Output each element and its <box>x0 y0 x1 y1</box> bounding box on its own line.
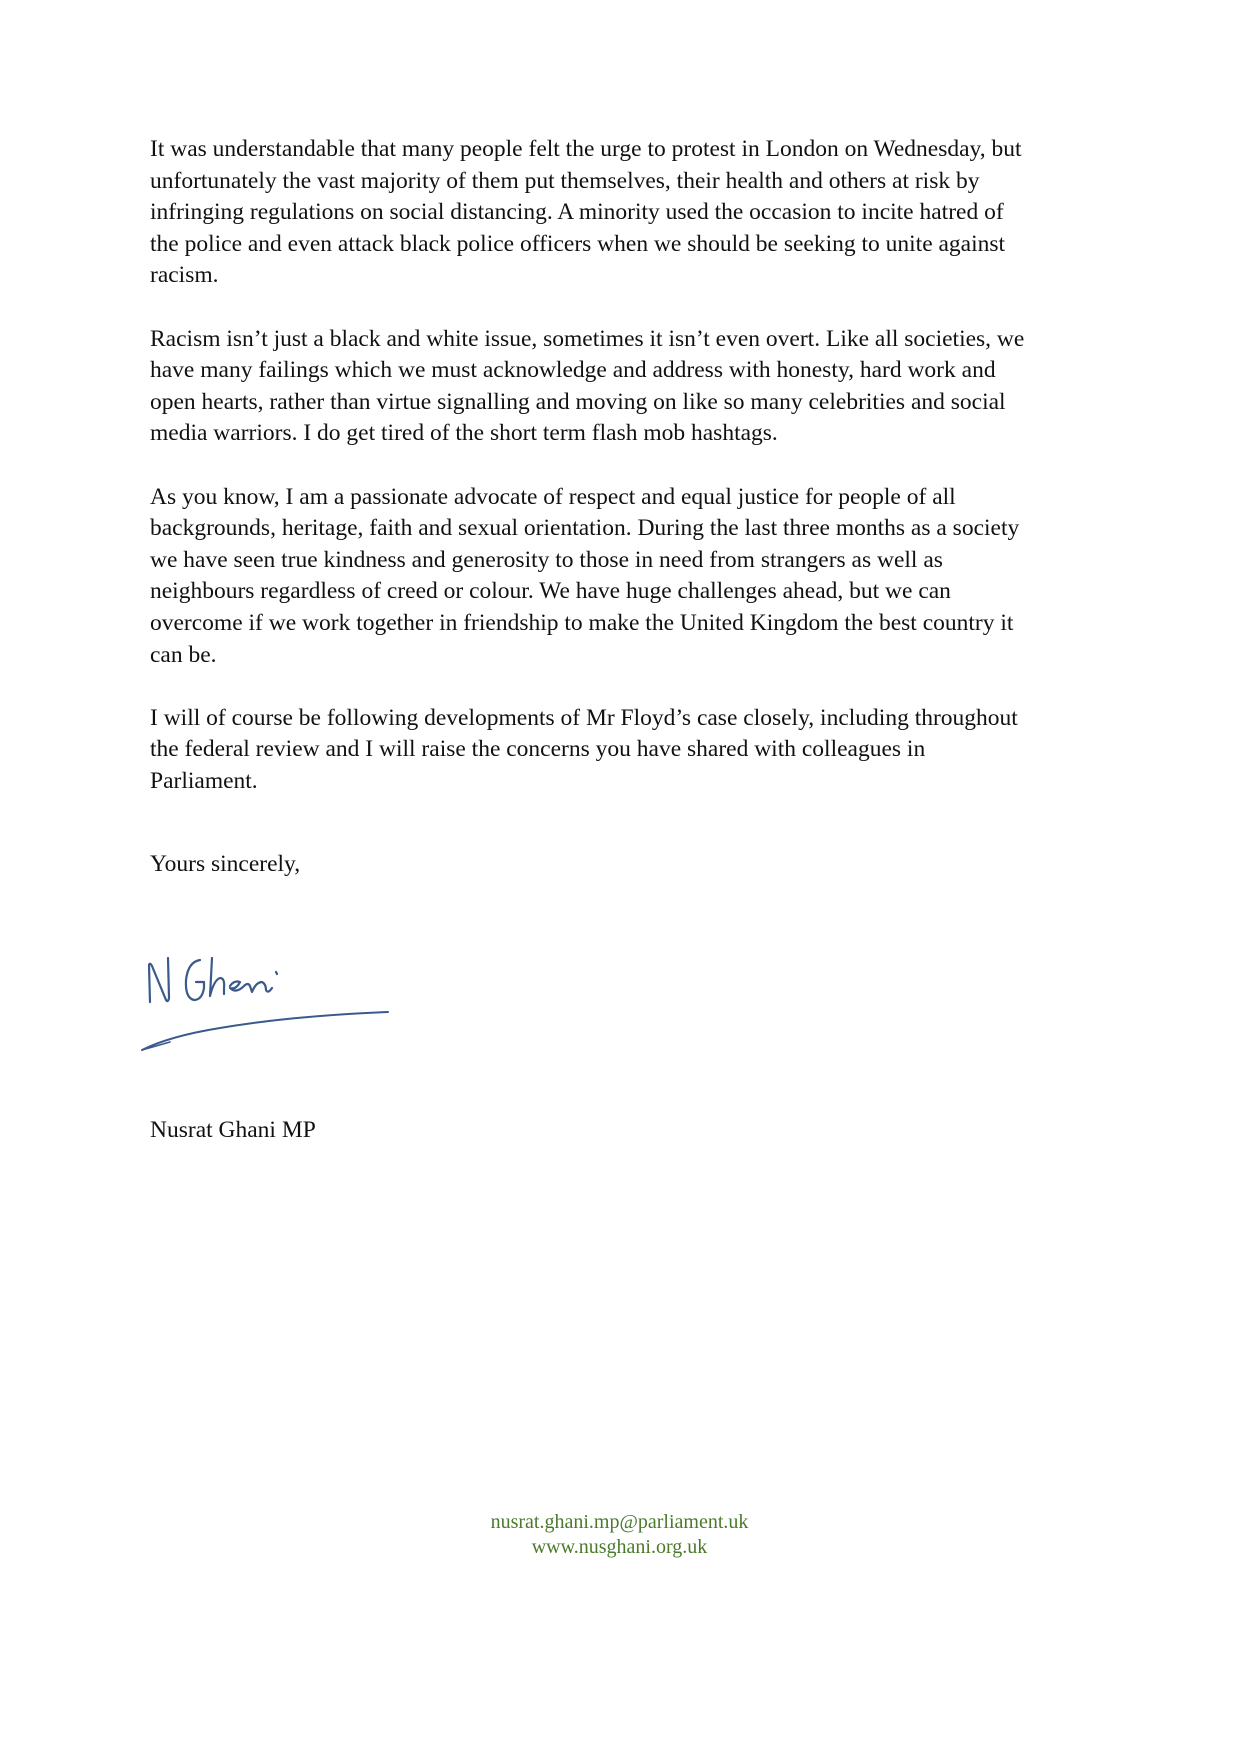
paragraph-line: I will of course be following developments of Mr Floyd’s case closely, including throughout <box>150 704 1018 731</box>
paragraph-line: open hearts, rather than virtue signalling and moving on like so many celebrities and social <box>150 388 1006 415</box>
closing-salutation: Yours sincerely, <box>150 851 301 877</box>
paragraph-line: infringing regulations on social distancing. A minority used the occasion to incite hatred of <box>150 199 1004 226</box>
paragraph-line: Racism isn’t just a black and white issue, sometimes it isn’t even overt. Like all societies, we <box>150 325 1025 352</box>
paragraph-protest <box>150 134 1090 292</box>
signature-stroke <box>276 972 277 974</box>
paragraph-line: the federal review and I will raise the concerns you have shared with colleagues in <box>150 736 926 763</box>
paragraph-line: neighbours regardless of creed or colour. We have huge challenges ahead, but we can <box>150 578 951 605</box>
paragraph-line: the police and even attack black police officers when we should be seeking to unite against <box>150 230 1006 257</box>
footer-website[interactable]: www.nusghani.org.uk <box>531 1536 708 1558</box>
signature-stroke <box>149 958 169 1002</box>
signature-stroke <box>230 982 272 993</box>
footer-email[interactable]: nusrat.ghani.mp@parliament.uk <box>490 1511 749 1533</box>
paragraph-line: we have seen true kindness and generosity to those in need from strangers as well as <box>150 546 943 573</box>
paragraph-line: media warriors. I do get tired of the short term flash mob hashtags. <box>150 420 778 447</box>
handwritten-signature <box>130 930 400 1070</box>
letter-footer <box>0 1510 1239 1560</box>
paragraph-line: As you know, I am a passionate advocate of respect and equal justice for people of all <box>150 483 956 510</box>
paragraph-line: backgrounds, heritage, faith and sexual orientation. During the last three months as a society <box>150 515 1020 542</box>
signer-name: Nusrat Ghani MP <box>150 1117 316 1143</box>
paragraph-line: It was understandable that many people felt the urge to protest in London on Wednesday, but <box>150 136 1022 162</box>
paragraph-floyd-case <box>150 703 1090 798</box>
paragraph-line: have many failings which we must acknowledge and address with honesty, hard work and <box>150 357 996 384</box>
signature-stroke <box>142 1012 388 1050</box>
paragraph-line: can be. <box>150 641 217 668</box>
paragraph-line: Parliament. <box>150 767 258 794</box>
letter-body <box>150 134 1090 829</box>
paragraph-racism <box>150 324 1090 450</box>
paragraph-line: racism. <box>150 262 219 289</box>
paragraph-line: overcome if we work together in friendship to make the United Kingdom the best country it <box>150 609 1014 636</box>
signature-stroke <box>186 960 204 1000</box>
paragraph-line: unfortunately the vast majority of them put themselves, their health and others at risk by <box>150 167 980 194</box>
paragraph-advocate <box>150 482 1090 672</box>
signature-stroke <box>210 958 224 996</box>
